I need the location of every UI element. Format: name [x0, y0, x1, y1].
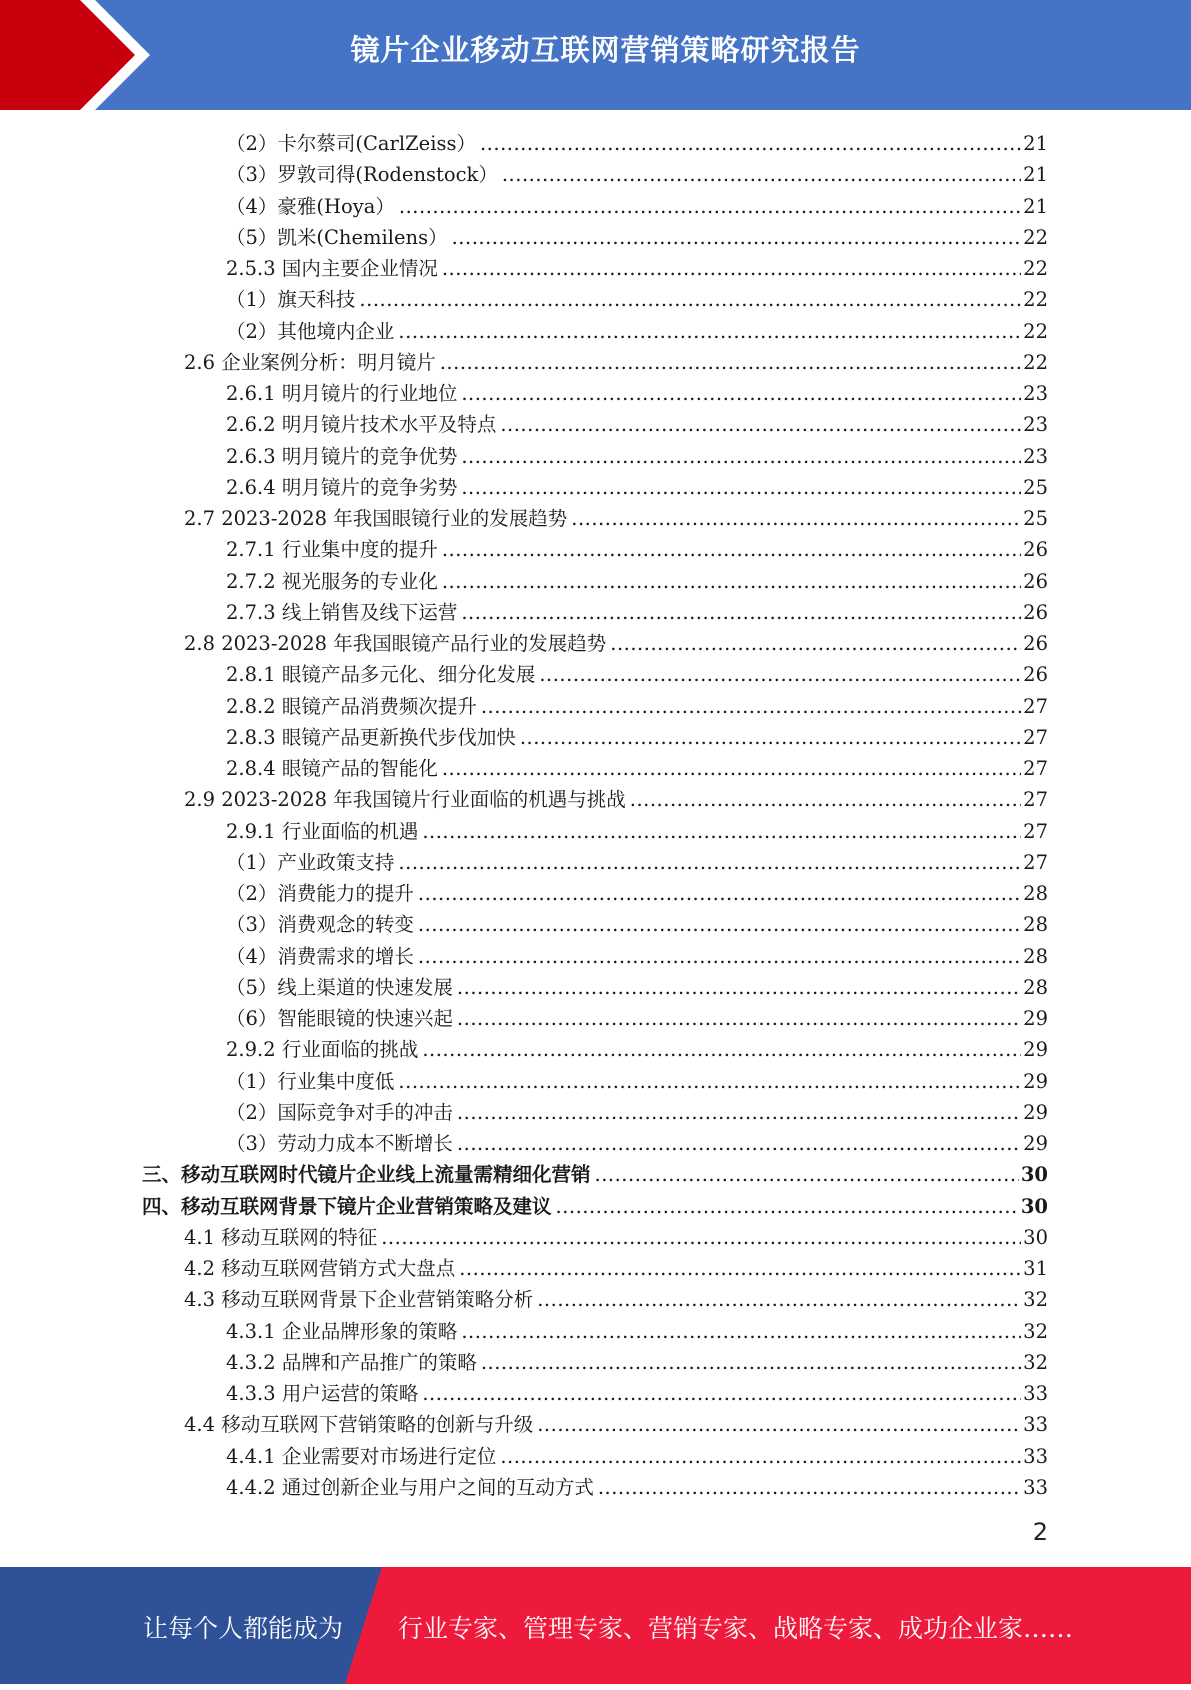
toc-entry-page: 28	[1023, 975, 1048, 999]
toc-dot-leader	[595, 1159, 1019, 1190]
toc-entry-page: 21	[1023, 194, 1048, 218]
toc-entry[interactable]	[0, 503, 1191, 534]
toc-dot-leader	[452, 222, 1022, 253]
toc-entry-title: （5）凯米(Chemilens）	[226, 225, 448, 249]
toc-entry-page: 30	[1020, 1194, 1048, 1218]
toc-dot-leader	[398, 1066, 1021, 1097]
toc-dot-leader	[457, 1003, 1021, 1034]
toc-entry[interactable]	[0, 1097, 1191, 1128]
toc-entry-page: 23	[1023, 382, 1048, 405]
toc-entry-title: 2.6.4 明月镜片的竞争劣势	[226, 475, 458, 499]
toc-entry-title: 三、移动互联网时代镜片企业线上流量需精细化营销	[142, 1163, 591, 1187]
toc-entry[interactable]	[0, 1253, 1191, 1284]
toc-entry-title: （4）豪雅(Hoya）	[226, 194, 395, 218]
page-number: 2	[1032, 1518, 1048, 1546]
toc-entry-page: 33	[1023, 1475, 1048, 1499]
toc-entry[interactable]	[0, 1222, 1191, 1253]
toc-entry-page: 22	[1023, 319, 1048, 343]
toc-entry-page: 27	[1023, 757, 1048, 780]
toc-entry-page: 26	[1023, 632, 1048, 655]
toc-entry[interactable]	[0, 1191, 1191, 1222]
toc-entry[interactable]	[0, 597, 1191, 628]
toc-dot-leader	[537, 1409, 1021, 1440]
toc-entry-title: （2）卡尔蔡司(CarlZeiss）	[226, 132, 476, 155]
toc-dot-leader	[556, 1191, 1019, 1222]
toc-entry-title: 4.4 移动互联网下营销策略的创新与升级	[184, 1413, 534, 1437]
toc-dot-leader	[399, 191, 1021, 222]
toc-entry-page: 27	[1023, 819, 1048, 843]
toc-dot-leader	[461, 378, 1021, 409]
toc-entry[interactable]	[0, 941, 1191, 972]
toc-entry[interactable]	[0, 534, 1191, 565]
toc-entry[interactable]	[0, 191, 1191, 222]
toc-entry-title: 2.8.2 眼镜产品消费频次提升	[226, 694, 477, 718]
toc-entry-page: 21	[1023, 132, 1048, 155]
toc-dot-leader	[422, 1034, 1021, 1065]
toc-entry[interactable]	[0, 253, 1191, 284]
toc-dot-leader	[457, 1128, 1021, 1159]
toc-entry-title: 4.4.1 企业需要对市场进行定位	[226, 1444, 497, 1468]
toc-dot-leader	[461, 472, 1021, 503]
toc-entry-page: 29	[1023, 1132, 1048, 1155]
toc-entry-title: 2.8.1 眼镜产品多元化、细分化发展	[226, 663, 536, 687]
toc-entry-page: 26	[1023, 538, 1048, 562]
toc-entry-title: 4.3.2 品牌和产品推广的策略	[226, 1350, 477, 1374]
toc-entry-title: （3）消费观念的转变	[226, 913, 414, 937]
toc-entry-page: 29	[1023, 1100, 1048, 1124]
toc-entry-title: 2.6.1 明月镜片的行业地位	[226, 382, 458, 405]
toc-entry-title: （3）罗敦司得(Rodenstock）	[226, 163, 498, 187]
toc-entry-page: 33	[1023, 1382, 1048, 1405]
toc-entry-page: 28	[1023, 882, 1048, 905]
toc-entry-title: 2.7.1 行业集中度的提升	[226, 538, 438, 562]
toc-entry-page: 29	[1023, 1007, 1048, 1030]
toc-entry-page: 32	[1023, 1350, 1048, 1374]
toc-dot-leader	[418, 878, 1021, 909]
toc-entry-title: （1）行业集中度低	[226, 1069, 395, 1093]
footer-slogan-lead: 让每个人都能成为	[143, 1614, 344, 1643]
toc-dot-leader	[461, 1316, 1021, 1347]
toc-entry-title: （6）智能眼镜的快速兴起	[226, 1007, 453, 1030]
toc-entry[interactable]	[0, 1472, 1191, 1503]
toc-entry-page: 31	[1023, 1257, 1048, 1280]
report-header	[0, 0, 1191, 110]
toc-entry[interactable]	[0, 1066, 1191, 1097]
toc-entry-page: 28	[1023, 913, 1048, 937]
toc-entry[interactable]	[0, 1034, 1191, 1065]
toc-entry[interactable]	[0, 816, 1191, 847]
toc-entry[interactable]	[0, 659, 1191, 690]
toc-entry[interactable]	[0, 1441, 1191, 1472]
toc-dot-leader	[457, 1097, 1021, 1128]
toc-dot-leader	[500, 409, 1021, 440]
toc-dot-leader	[480, 128, 1021, 159]
toc-entry[interactable]	[0, 441, 1191, 472]
toc-dot-leader	[442, 534, 1021, 565]
toc-entry[interactable]	[0, 628, 1191, 659]
toc-entry-title: 2.7.3 线上销售及线下运营	[226, 600, 458, 624]
toc-dot-leader	[418, 941, 1021, 972]
toc-entry-page: 22	[1023, 257, 1048, 280]
toc-entry-page: 29	[1023, 1069, 1048, 1093]
toc-entry[interactable]	[0, 847, 1191, 878]
toc-entry-title: 2.6.3 明月镜片的竞争优势	[226, 444, 458, 468]
toc-entry-title: 4.4.2 通过创新企业与用户之间的互动方式	[226, 1475, 594, 1499]
footer-slogan-roles: 行业专家、管理专家、营销专家、战略专家、成功企业家……	[398, 1614, 1074, 1643]
table-of-contents	[0, 128, 1191, 1503]
toc-entry-page: 33	[1023, 1413, 1048, 1437]
toc-entry[interactable]	[0, 878, 1191, 909]
toc-entry[interactable]	[0, 222, 1191, 253]
toc-dot-leader	[440, 347, 1021, 378]
toc-entry[interactable]	[0, 1003, 1191, 1034]
toc-entry-page: 32	[1023, 1288, 1048, 1312]
toc-entry-title: （5）线上渠道的快速发展	[226, 975, 453, 999]
toc-entry-title: （3）劳动力成本不断增长	[226, 1132, 453, 1155]
toc-entry-page: 30	[1020, 1163, 1048, 1187]
toc-entry-page: 22	[1023, 225, 1048, 249]
toc-entry[interactable]	[0, 1347, 1191, 1378]
toc-entry[interactable]	[0, 1128, 1191, 1159]
toc-dot-leader	[520, 722, 1021, 753]
toc-dot-leader	[381, 1222, 1021, 1253]
toc-entry-title: 4.3.3 用户运营的策略	[226, 1382, 419, 1405]
toc-entry-page: 23	[1023, 444, 1048, 468]
toc-entry[interactable]	[0, 316, 1191, 347]
toc-entry-title: 2.9.2 行业面临的挑战	[226, 1038, 419, 1062]
toc-entry-page: 26	[1023, 569, 1048, 593]
toc-dot-leader	[500, 1441, 1021, 1472]
toc-entry-title: 2.9 2023-2028 年我国镜片行业面临的机遇与挑战	[184, 788, 626, 812]
toc-entry[interactable]	[0, 409, 1191, 440]
toc-entry-title: （2）其他境内企业	[226, 319, 395, 343]
toc-entry-title: 2.6.2 明月镜片技术水平及特点	[226, 413, 497, 437]
toc-dot-leader	[630, 784, 1021, 815]
toc-dot-leader	[571, 503, 1021, 534]
toc-entry-title: 2.8 2023-2028 年我国眼镜产品行业的发展趋势	[184, 632, 607, 655]
toc-dot-leader	[610, 628, 1021, 659]
toc-dot-leader	[598, 1472, 1021, 1503]
toc-entry-page: 27	[1023, 850, 1048, 874]
toc-entry[interactable]	[0, 722, 1191, 753]
toc-entry-page: 27	[1023, 725, 1048, 749]
toc-entry[interactable]	[0, 347, 1191, 378]
toc-entry-title: 2.8.4 眼镜产品的智能化	[226, 757, 438, 780]
toc-dot-leader	[461, 441, 1021, 472]
toc-entry[interactable]	[0, 1316, 1191, 1347]
report-title: 镜片企业移动互联网营销策略研究报告	[350, 33, 861, 67]
toc-dot-leader	[537, 1284, 1021, 1315]
toc-entry-page: 33	[1023, 1444, 1048, 1468]
toc-entry-page: 26	[1023, 663, 1048, 687]
toc-dot-leader	[398, 316, 1021, 347]
toc-entry-page: 27	[1023, 694, 1048, 718]
toc-entry-title: （2）消费能力的提升	[226, 882, 414, 905]
toc-entry[interactable]	[0, 378, 1191, 409]
toc-dot-leader	[481, 1347, 1021, 1378]
toc-entry-title: 4.3 移动互联网背景下企业营销策略分析	[184, 1288, 534, 1312]
toc-dot-leader	[442, 753, 1021, 784]
toc-entry-page: 26	[1023, 600, 1048, 624]
toc-entry[interactable]	[0, 284, 1191, 315]
toc-entry[interactable]	[0, 753, 1191, 784]
toc-entry-title: 2.9.1 行业面临的机遇	[226, 819, 419, 843]
toc-entry-title: （2）国际竞争对手的冲击	[226, 1100, 453, 1124]
toc-entry[interactable]	[0, 691, 1191, 722]
toc-entry[interactable]	[0, 972, 1191, 1003]
toc-dot-leader	[422, 816, 1021, 847]
toc-entry-page: 32	[1023, 1319, 1048, 1343]
toc-entry-title: 四、移动互联网背景下镜片企业营销策略及建议	[142, 1194, 552, 1218]
toc-entry[interactable]	[0, 159, 1191, 190]
toc-entry[interactable]	[0, 1378, 1191, 1409]
report-footer	[0, 1567, 1191, 1684]
toc-dot-leader	[459, 1253, 1021, 1284]
toc-entry-page: 28	[1023, 944, 1048, 968]
toc-entry-title: 4.3.1 企业品牌形象的策略	[226, 1319, 458, 1343]
toc-entry[interactable]	[0, 784, 1191, 815]
toc-entry-page: 29	[1023, 1038, 1048, 1062]
toc-entry-title: 4.2 移动互联网营销方式大盘点	[184, 1257, 456, 1280]
toc-entry-title: 2.8.3 眼镜产品更新换代步伐加快	[226, 725, 516, 749]
toc-dot-leader	[457, 972, 1021, 1003]
toc-entry[interactable]	[0, 566, 1191, 597]
toc-entry-page: 25	[1023, 507, 1048, 530]
toc-entry-title: 2.7 2023-2028 年我国眼镜行业的发展趋势	[184, 507, 568, 530]
toc-entry[interactable]	[0, 1159, 1191, 1190]
toc-entry-page: 30	[1023, 1225, 1048, 1249]
toc-dot-leader	[359, 284, 1021, 315]
toc-entry[interactable]	[0, 472, 1191, 503]
toc-entry-title: （1）旗天科技	[226, 288, 356, 312]
toc-entry-page: 27	[1023, 788, 1048, 812]
toc-dot-leader	[418, 909, 1021, 940]
toc-dot-leader	[422, 1378, 1021, 1409]
toc-dot-leader	[398, 847, 1021, 878]
toc-entry-title: 4.1 移动互联网的特征	[184, 1225, 378, 1249]
toc-dot-leader	[461, 597, 1021, 628]
toc-entry-title: （4）消费需求的增长	[226, 944, 414, 968]
toc-entry[interactable]	[0, 128, 1191, 159]
toc-dot-leader	[481, 691, 1021, 722]
toc-entry-page: 22	[1023, 350, 1048, 374]
toc-entry-page: 22	[1023, 288, 1048, 312]
toc-entry[interactable]	[0, 1284, 1191, 1315]
toc-dot-leader	[442, 566, 1021, 597]
toc-entry-page: 23	[1023, 413, 1048, 437]
toc-entry-page: 25	[1023, 475, 1048, 499]
toc-dot-leader	[502, 159, 1021, 190]
toc-entry[interactable]	[0, 1409, 1191, 1440]
toc-entry-title: 2.5.3 国内主要企业情况	[226, 257, 438, 280]
toc-dot-leader	[539, 659, 1021, 690]
toc-entry[interactable]	[0, 909, 1191, 940]
toc-entry-title: 2.7.2 视光服务的专业化	[226, 569, 438, 593]
toc-entry-title: （1）产业政策支持	[226, 850, 395, 874]
toc-entry-title: 2.6 企业案例分析：明月镜片	[184, 350, 436, 374]
toc-entry-page: 21	[1023, 163, 1048, 187]
toc-dot-leader	[442, 253, 1021, 284]
